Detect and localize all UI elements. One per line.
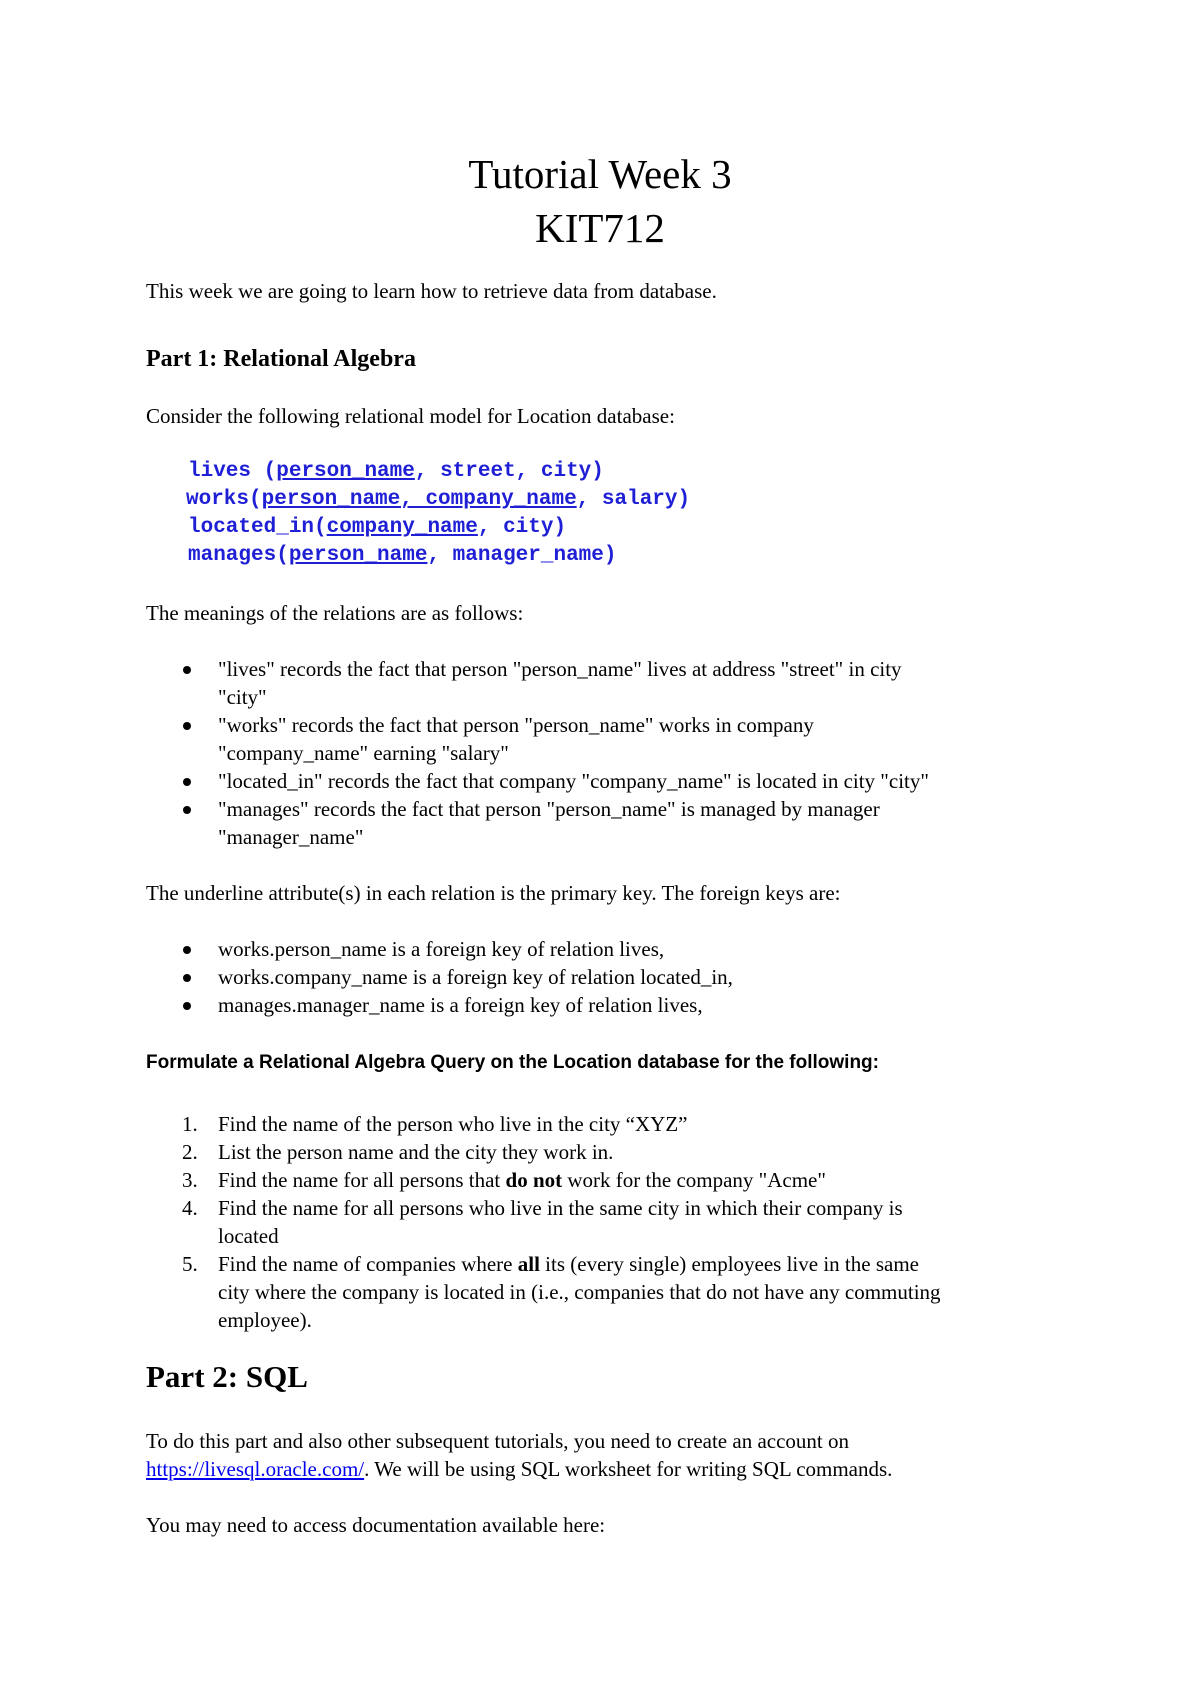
list-item [146,991,1066,1019]
primary-key: person_name, company_name [261,488,577,511]
item-text: Find the name of companies where [218,1252,518,1276]
part2-heading: Part 2: SQL [146,1359,308,1394]
item-number: 4. [182,1196,198,1220]
meanings-list [146,655,1066,851]
item-text: its (every single) employees live in the same [539,1252,919,1276]
bullet-icon [183,806,191,814]
part1-heading: Part 1: Relational Algebra [146,346,416,372]
emphasis: all [517,1252,540,1276]
list-item [146,963,1066,991]
foreign-keys-list [146,935,1066,1019]
bullet-icon [183,946,191,954]
relation-name: located_in [188,516,315,539]
relation-name: manages [188,544,277,567]
item-text: work for the company "Acme" [562,1168,826,1192]
list-item [146,711,1066,767]
bullet-icon [183,974,191,982]
item-text: manages.manager_name is a foreign key of relation lives, [218,993,703,1017]
primary-key: person_name [276,460,415,483]
relation-name: lives [188,460,252,483]
keys-intro: The underline attribute(s) in each relation is the primary key. The foreign keys are: [146,881,841,905]
schema-punct: ( [251,460,277,483]
primary-key: company_name [326,516,478,539]
account-text: To do this part and also other subsequent tutorials, you need to create an account on [146,1429,849,1453]
meanings-intro: The meanings of the relations are as follows: [146,601,524,625]
item-text: Find the name of the person who live in the city “XYZ” [218,1112,688,1136]
item-text: "company_name" earning "salary" [218,741,509,765]
item-text: "city" [218,685,267,709]
schema-manages [188,542,616,570]
item-text: List the person name and the city they work in. [218,1140,614,1164]
bullet-icon [183,778,191,786]
item-text: "located_in" records the fact that company "company_name" is located in city "city" [218,769,929,793]
item-text: "works" records the fact that person "person_name" works in company [218,713,814,737]
doc-subtitle: KIT712 [535,205,665,251]
intro-text: This week we are going to learn how to retrieve data from database. [146,279,717,303]
account-text-line2 [146,1455,892,1483]
item-text: "lives" records the fact that person "person_name" lives at address "street" in city [218,657,902,681]
item-number: 5. [182,1252,198,1276]
bullet-icon [183,1002,191,1010]
list-item [146,795,1066,851]
item-text: "manager_name" [218,825,364,849]
item-number: 1. [182,1112,198,1136]
livesql-link[interactable]: https://livesql.oracle.com/ [146,1457,365,1481]
schema-punct: ( [314,516,327,539]
list-item [146,1166,1076,1194]
item-text: city where the company is located in (i.e., companies that do not have any commuting [218,1280,941,1304]
attributes: , city) [477,516,567,539]
primary-key: person_name [288,544,428,567]
list-item [146,1138,1076,1166]
bullet-icon [183,722,191,730]
attributes: , manager_name) [427,544,617,567]
schema-punct: ( [249,488,262,511]
schema-located-in [188,514,566,542]
schema-lives [188,458,604,486]
item-number: 2. [182,1140,198,1164]
relation-name: works [186,488,250,511]
list-item [146,1250,1076,1334]
item-text: works.company_name is a foreign key of relation located_in, [218,965,733,989]
bullet-icon [183,666,191,674]
schema-works [186,486,690,514]
list-item [146,1194,1076,1250]
item-text: employee). [218,1308,312,1332]
consider-text: Consider the following relational model for Location database: [146,404,675,428]
list-item [146,767,1066,795]
item-text: "manages" records the fact that person "person_name" is managed by manager [218,797,880,821]
attributes: , salary) [576,488,691,511]
questions-list [146,1110,1076,1334]
item-text: Find the name for all persons that [218,1168,506,1192]
item-text: works.person_name is a foreign key of relation lives, [218,937,665,961]
list-item [146,655,1066,711]
list-item [146,1110,1076,1138]
list-item [146,935,1066,963]
account-text-rest: . We will be using SQL worksheet for writing SQL commands. [364,1457,893,1481]
item-text: located [218,1224,279,1248]
attributes: , street, city) [414,460,604,483]
emphasis: do not [505,1168,563,1192]
doc-title: Tutorial Week 3 [468,151,732,197]
docs-text: You may need to access documentation available here: [146,1513,606,1537]
item-number: 3. [182,1168,198,1192]
item-text: Find the name for all persons who live in the same city in which their company is [218,1196,903,1220]
schema-punct: ( [276,544,289,567]
formulate-heading: Formulate a Relational Algebra Query on the Location database for the following: [146,1052,879,1073]
